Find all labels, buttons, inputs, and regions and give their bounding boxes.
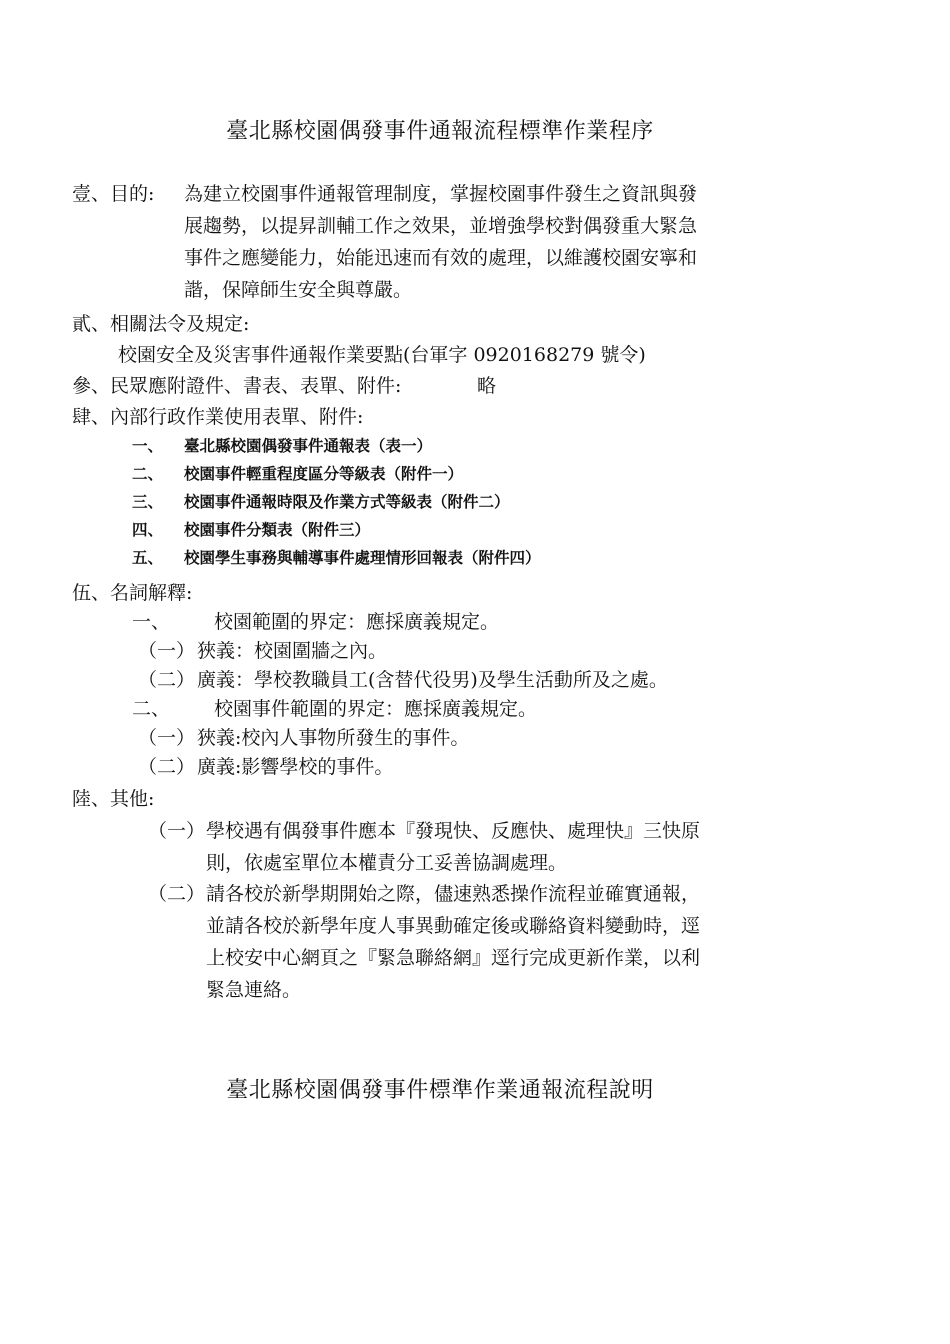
- other-item-line: 請各校於新學期開始之際，儘速熟悉操作流程並確實通報，: [206, 883, 701, 905]
- form-item-number: 二、: [132, 464, 164, 483]
- section-1-line: 為建立校園事件通報管理制度，掌握校園事件發生之資訊與發: [184, 183, 698, 205]
- section-4-label: 肆、內部行政作業使用表單、附件:: [72, 406, 364, 428]
- definition-number: （一）: [138, 727, 196, 749]
- section-6-label: 陸、其他:: [72, 788, 155, 810]
- section-2-content: 校園安全及災害事件通報作業要點(台軍字 0920168279 號令): [118, 344, 646, 366]
- section-3-content: 略: [477, 375, 497, 397]
- section-1-line: 展趨勢，以提昇訓輔工作之效果，並增強學校對偶發重大緊急: [184, 215, 698, 237]
- other-item-line: 學校遇有偶發事件應本『發現快、反應快、處理快』三快原: [206, 820, 701, 842]
- form-item-text: 臺北縣校園偶發事件通報表（表一）: [184, 436, 433, 455]
- other-item-line: 則，依處室單位本權責分工妥善協調處理。: [206, 852, 568, 874]
- other-item-number: （一）: [148, 820, 206, 842]
- definition-text: 校園範圍的界定：應採廣義規定。: [214, 611, 500, 633]
- form-item-number: 五、: [132, 548, 164, 567]
- section-1-label: 壹、目的:: [72, 183, 155, 205]
- definition-number: （一）: [138, 640, 196, 662]
- definition-text: 校園事件範圍的界定：應採廣義規定。: [214, 698, 538, 720]
- form-item-text: 校園事件分類表（附件三）: [184, 520, 371, 539]
- form-item-number: 四、: [132, 520, 164, 539]
- definition-text: 廣義：學校教職員工(含替代役男)及學生活動所及之處。: [197, 669, 668, 691]
- section-1-line: 諧，保障師生安全與尊嚴。: [184, 279, 413, 301]
- definition-text: 狹義:校內人事物所發生的事件。: [197, 727, 470, 749]
- other-item-number: （二）: [148, 883, 206, 905]
- form-item-text: 校園學生事務與輔導事件處理情形回報表（附件四）: [184, 548, 541, 567]
- definition-number: （二）: [138, 669, 196, 691]
- other-item-line: 緊急連絡。: [206, 979, 302, 1001]
- definition-text: 狹義：校園圍牆之內。: [197, 640, 388, 662]
- section-2-label: 貳、相關法令及規定:: [72, 313, 250, 335]
- section-1-line: 事件之應變能力，始能迅速而有效的處理，以維護校園安寧和: [184, 247, 698, 269]
- form-item-number: 三、: [132, 492, 164, 511]
- form-item-number: 一、: [132, 436, 164, 455]
- section-3-label: 參、民眾應附證件、書表、表單、附件:: [72, 375, 402, 397]
- section-5-label: 伍、名詞解釋:: [72, 582, 193, 604]
- other-item-line: 上校安中心網頁之『緊急聯絡網』逕行完成更新作業，以利: [206, 947, 701, 969]
- form-item-text: 校園事件輕重程度區分等級表（附件一）: [184, 464, 464, 483]
- definition-number: （二）: [138, 756, 196, 778]
- form-item-text: 校園事件通報時限及作業方式等級表（附件二）: [184, 492, 510, 511]
- definition-text: 廣義:影響學校的事件。: [197, 756, 394, 778]
- document-title: 臺北縣校園偶發事件通報流程標準作業程序: [226, 119, 654, 144]
- second-document-title: 臺北縣校園偶發事件標準作業通報流程說明: [226, 1078, 654, 1103]
- other-item-line: 並請各校於新學年度人事異動確定後或聯絡資料變動時，逕: [206, 915, 701, 937]
- definition-number: 二、: [132, 698, 171, 720]
- definition-number: 一、: [132, 611, 171, 633]
